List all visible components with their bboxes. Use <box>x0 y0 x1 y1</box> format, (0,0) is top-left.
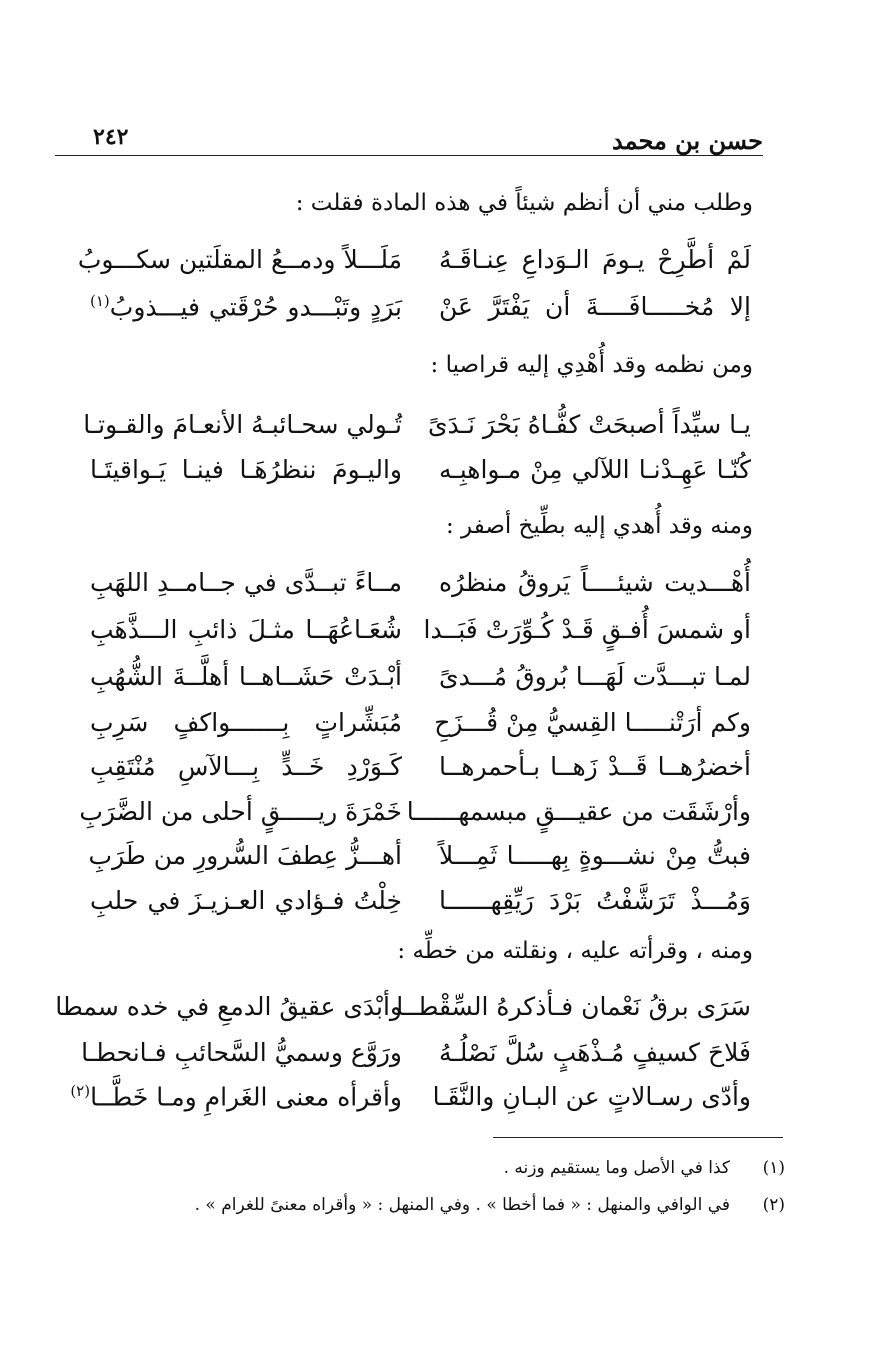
verse-second-hemistich: ورَوَّع وسميُّ السَّحائبِ فـانحطـا <box>81 1038 402 1067</box>
verse-first-hemistich: أخضرُهــا قَــدْ زَهــا بـأحمرهــا <box>439 752 751 781</box>
footnote-marker: (١) <box>90 292 110 310</box>
running-header <box>55 118 763 158</box>
footnote-text: كذا في الأصل وما يستقيم وزنه . <box>503 1158 730 1178</box>
footnote-text: في الوافي والمنهل : « فما أخطا » . وفي المنهل : « وأقراه معنىً للغرام » . <box>194 1195 730 1215</box>
verse-line <box>90 841 751 889</box>
verse-line <box>77 245 751 293</box>
verse-first-hemistich: أُهْـــديت شيئــــاً يَروقُ منظرُه <box>439 568 751 597</box>
verse-line <box>90 752 751 800</box>
footnote-number: (٢) <box>762 1195 785 1215</box>
verse-second-hemistich <box>90 292 402 321</box>
verse-first-hemistich: فبتُّ مِنْ نشـــوةٍ بِهـــــا ثَمِـــلاً <box>439 841 751 870</box>
verse-second-hemistich: مُبَشِّراتٍ بِـــــــواكفٍ سَرِبِ <box>90 708 402 737</box>
verse-second-hemistich: وأبْدَى عقيقُ الدمعِ في خده سمطا <box>55 992 402 1021</box>
footnote-rule <box>493 1137 783 1138</box>
verse-line <box>83 410 751 458</box>
verse-first-hemistich: إلا مُخـــــافَــــةَ أن يَفْتَرَّ عَنْ <box>439 292 751 321</box>
verse-line <box>90 662 751 710</box>
verse-first-hemistich: لمـا تبـــدَّت لَهَـــا بُروقُ مُـــدىً <box>439 662 751 691</box>
verse-second-hemistich: شُعَـاعُهَــا مثـلَ ذائبِ الـــذَّهَبِ <box>90 615 402 644</box>
verse-second-hemistich-text: وأقرأه معنى الغَرامِ ومـا خَطَّــا <box>90 1082 402 1112</box>
verse-first-hemistich: وَمُـــذْ تَرَشَّفْتُ بَرْدَ رَيِّقِهــــــا <box>439 886 751 915</box>
section-intro: ومنه ، وقرأته عليه ، ونقلته من خطِّه : <box>397 938 753 964</box>
verse-second-hemistich: خِلْتُ فـؤادي العـزيـزَ في حلبِ <box>90 886 402 915</box>
section-intro: وطلب مني أن أنظم شيئاً في هذه المادة فقلت : <box>295 190 753 216</box>
section-intro: ومنه وقد أُهدي إليه بطِّيخ أصفر : <box>445 513 753 539</box>
verse-second-hemistich: واليـومَ ننظرُهَـا فينـا يَـواقيتَـا <box>90 455 402 484</box>
verse-first-hemistich: لَمْ أطَّرِحْ يـومَ الـوَداعِ عِنـاقَـهُ <box>439 245 751 274</box>
verse-first-hemistich: يـا سيِّداً أصبحَتْ كفُّـاهُ بَحْرَ نَـدَىً <box>427 410 751 439</box>
verse-line <box>90 292 751 340</box>
footnote <box>504 1158 785 1178</box>
verse-second-hemistich-text: بَرَدٍ وتَبْـــدو حُرْقَتي فيـــذوبُ <box>109 292 402 322</box>
verse-second-hemistich: مَلَـــلاً ودمــعُ المقلَتين سكـــوبُ <box>77 245 402 274</box>
verse-second-hemistich: تُـولي سحـائبـهُ الأنعـامَ والقـوتـا <box>83 410 402 439</box>
header-title: حسن بن محمد <box>612 126 763 155</box>
verse-first-hemistich: وكم أرَتْنـــــا القِسيُّ مِنْ قُـــزَحِ <box>434 708 751 737</box>
verse-first-hemistich: وأرْشَقَت من عقيـــقٍ مبسمهــــــا <box>406 797 751 826</box>
verse-line <box>55 992 751 1040</box>
header-rule <box>55 155 763 156</box>
verse-line <box>90 886 751 934</box>
verse-line <box>90 615 751 663</box>
verse-second-hemistich: أهـــزُّ عِطفَ السُّرورِ من طَرَبِ <box>88 841 402 870</box>
verse-line <box>90 568 751 616</box>
verse-line <box>79 797 751 845</box>
verse-first-hemistich: سَرَى برقُ نَعْمان فـأذكرهُ السِّقْطــا <box>396 992 751 1021</box>
section-intro: ومن نظمه وقد أُهْدِي إليه قراصيا : <box>430 352 753 378</box>
verse-first-hemistich: فَلاحَ كسيفٍ مُـذْهَبٍ سُلَّ نَصْلُـهُ <box>439 1038 751 1067</box>
footnote-marker: (٢) <box>70 1082 91 1100</box>
verse-first-hemistich: أو شمسَ أُفـقٍ قَـدْ كُـوِّرَتْ فَبَــدا <box>423 615 751 644</box>
verse-line <box>90 708 751 756</box>
page-number: ٢٤٢ <box>93 124 129 150</box>
verse-second-hemistich <box>70 1082 402 1112</box>
verse-first-hemistich: وأدّى رسـالاتٍ عن البـانِ والنَّقَـا <box>432 1082 751 1111</box>
verse-line <box>90 455 751 503</box>
verse-second-hemistich: خَمْرَةَ ريـــــقٍ أحلى من الضَّرَبِ <box>79 797 402 826</box>
footnote-number: (١) <box>762 1158 785 1178</box>
verse-second-hemistich: كَـوَرْدِ خَــدٍّ بِـــالآسِ مُنْتَقِبِ <box>90 752 402 781</box>
verse-second-hemistich: أبْـدَتْ حَشَــاهــا أهلَّــةَ الشُّهُبِ <box>90 662 402 691</box>
verse-first-hemistich: كُنّـا عَهِـدْنـا اللآلي مِنْ مـواهبِـه <box>439 455 751 484</box>
verse-line <box>70 1082 751 1130</box>
verse-line <box>81 1038 751 1086</box>
verse-second-hemistich: مــاءً تبــدَّى في جــامــدِ اللهَبِ <box>90 568 402 597</box>
footnote <box>195 1195 785 1215</box>
